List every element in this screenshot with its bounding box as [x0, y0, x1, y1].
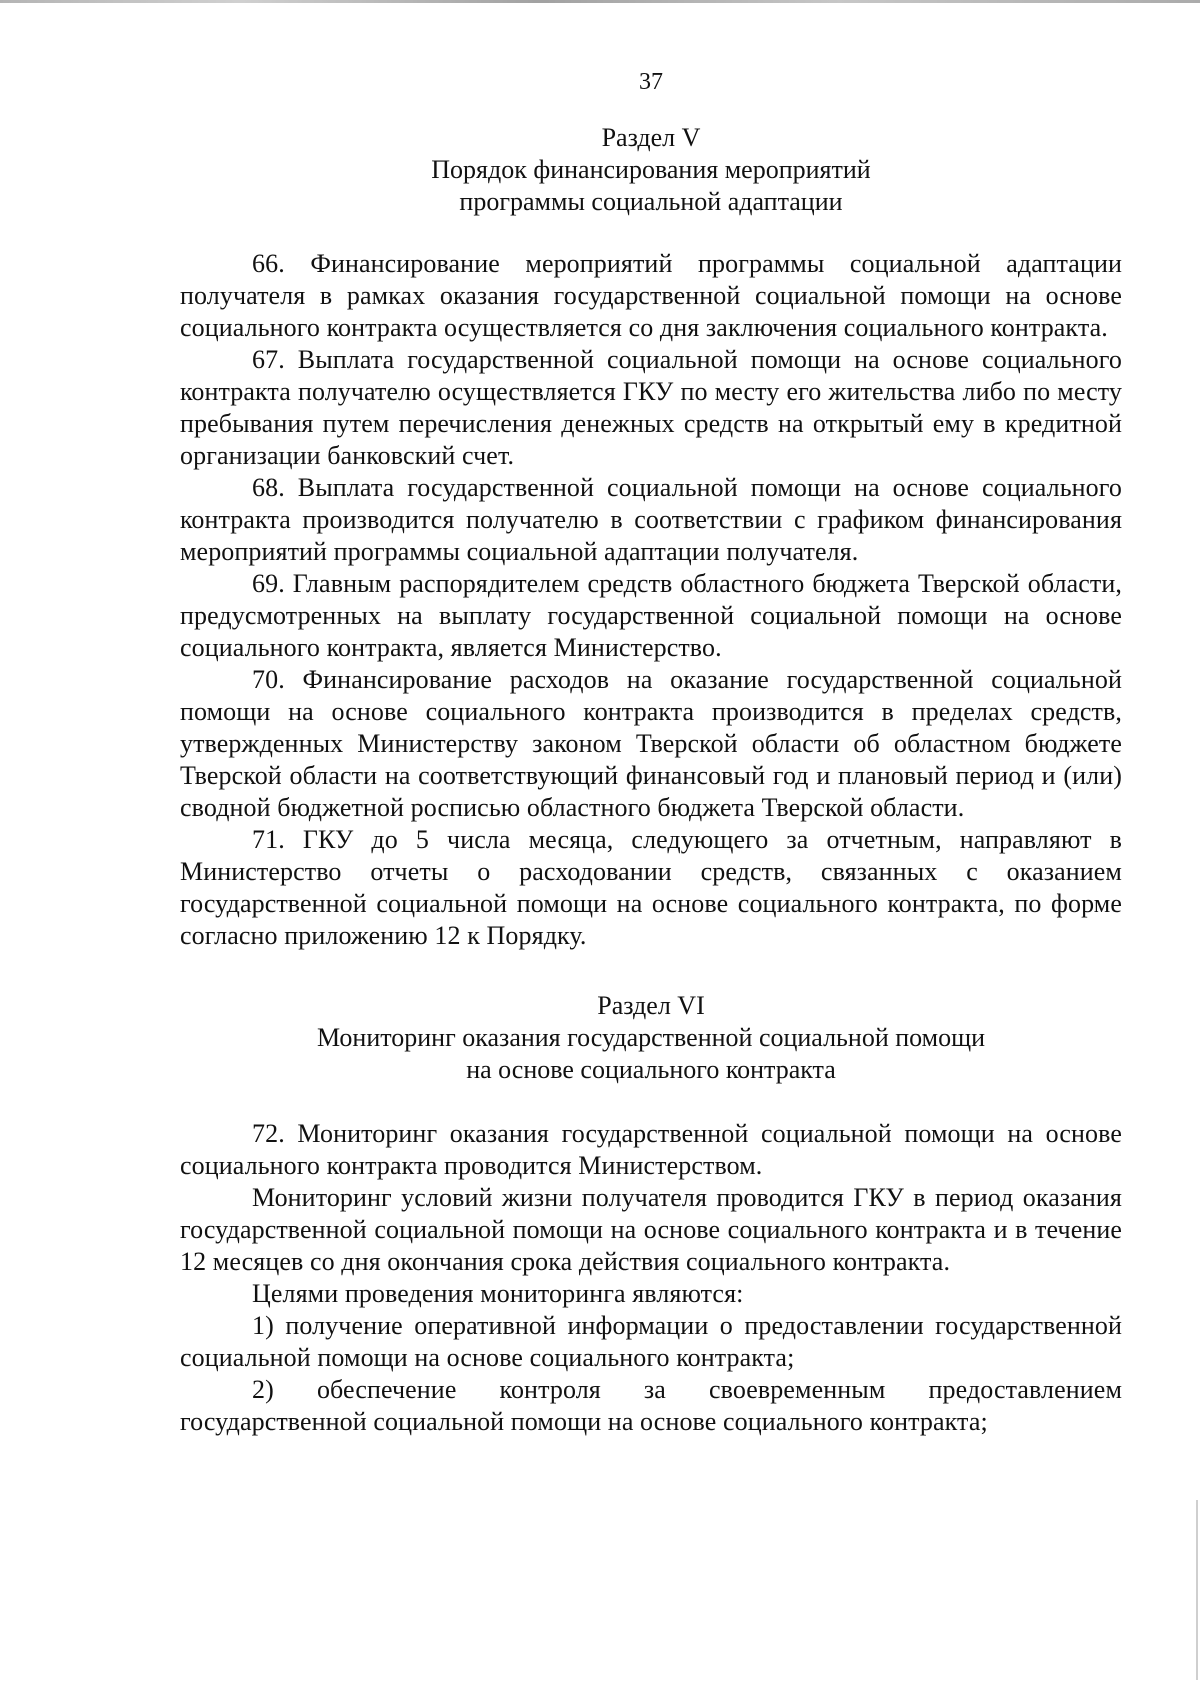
- document-page: [180, 62, 1122, 1438]
- section-vi-body: [180, 1118, 1122, 1438]
- paragraph-70: 70. Финансирование расходов на оказание государственной социальной помощи на основе социального контракта производится в пределах средств, утвержденных Министерству законом Тверской области об областном бюджете Тверской области на соответствующий финансовый год и плановый период и (или) сводной бюджетной росписью областного бюджета Тверской области.: [180, 665, 1122, 822]
- paragraph-69: 69. Главным распорядителем средств областного бюджета Тверской области, предусмотренных на выплату государственной социальной помощи на основе социального контракта, является Министерство.: [180, 569, 1122, 662]
- paragraph-monitoring-conditions: Мониторинг условий жизни получателя проводится ГКУ в период оказания государственной социальной помощи на основе социального контракта и в течение 12 месяцев со дня окончания срока действия социального контракта.: [180, 1183, 1122, 1276]
- paragraph-71: 71. ГКУ до 5 числа месяца, следующего за отчетным, направляют в Министерство отчеты о расходовании средств, связанных с оказанием государственной социальной помощи на основе социального контракта, по форме согласно приложению 12 к Порядку.: [180, 825, 1122, 950]
- section-v-body: [180, 248, 1122, 952]
- section-v-title-line-1: Порядок финансирования мероприятий: [431, 155, 871, 184]
- paragraph-72: 72. Мониторинг оказания государственной социальной помощи на основе социального контракта проводится Министерством.: [180, 1119, 1122, 1180]
- section-vi-title-line-1: Мониторинг оказания государственной социальной помощи: [316, 1023, 986, 1052]
- paragraph-68: 68. Выплата государственной социальной помощи на основе социального контракта производится получателю в соответствии с графиком финансирования мероприятий программы социальной адаптации получателя.: [180, 473, 1122, 566]
- section-v-heading: [180, 122, 1122, 218]
- section-vi-heading: [180, 990, 1122, 1086]
- section-v-label: Раздел V: [601, 123, 701, 152]
- scan-right-edge: [1196, 1500, 1198, 1680]
- section-vi-label: Раздел VI: [597, 991, 705, 1020]
- section-v-title-line-2: программы социальной адаптации: [459, 187, 843, 216]
- list-item-2: 2) обеспечение контроля за своевременным предоставлением государственной социальной помощи на основе социального контракта;: [180, 1375, 1122, 1436]
- paragraph-66: 66. Финансирование мероприятий программы социальной адаптации получателя в рамках оказания государственной социальной помощи на основе социального контракта осуществляется со дня заключения социального контракта.: [180, 249, 1122, 342]
- list-item-1: 1) получение оперативной информации о предоставлении государственной социальной помощи на основе социального контракта;: [180, 1311, 1122, 1372]
- paragraph-monitoring-goals: Целями проведения мониторинга являются:: [252, 1279, 744, 1308]
- paragraph-67: 67. Выплата государственной социальной помощи на основе социального контракта получателю осуществляется ГКУ по месту его жительства либо по месту пребывания путем перечисления денежных средств на открытый ему в кредитной организации банковский счет.: [180, 345, 1122, 470]
- page-number: 37: [639, 69, 663, 95]
- section-vi-title-line-2: на основе социального контракта: [466, 1055, 836, 1084]
- scan-top-edge: [0, 0, 1200, 3]
